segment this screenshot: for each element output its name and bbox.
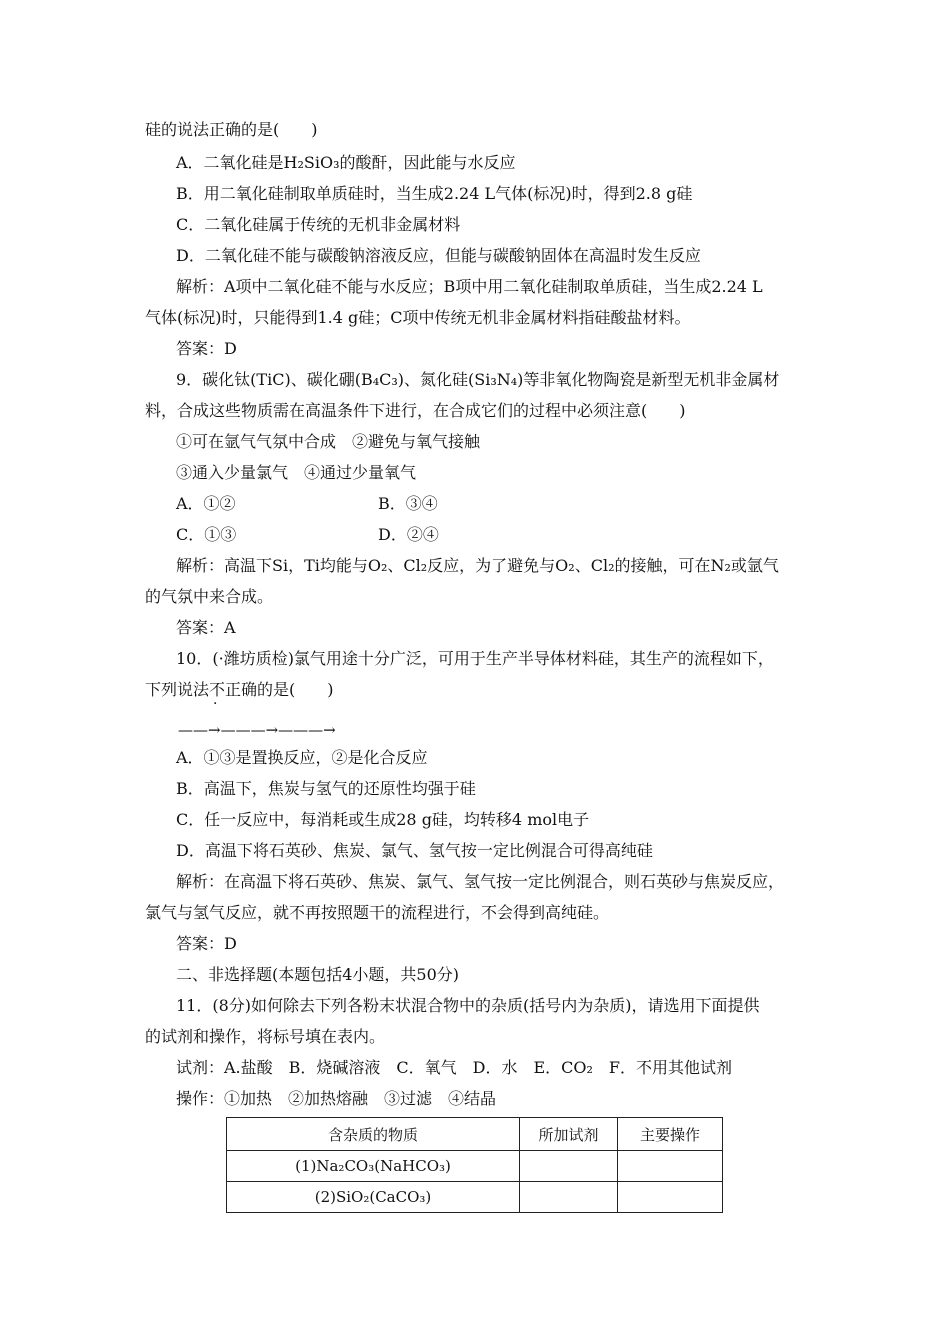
q8-option-b: B．用二氧化硅制取单质硅时，当生成2.24 L气体(标况)时，得到2.8 g硅 [176,184,693,203]
q11-stem-line2: 的试剂和操作，将标号填在表内。 [145,1027,386,1046]
table-cell-reagent[interactable] [520,1182,618,1213]
table-cell-operation[interactable] [618,1182,723,1213]
q10-stem-line1: 10．(·潍坊质检)氯气用途十分广泛，可用于生产半导体材料硅，其生产的流程如下， [176,649,774,668]
table-header: 所加试剂 [520,1118,618,1151]
q9-condition-line2: ③通入少量氯气 ④通过少量氧气 [176,463,417,482]
q9-answer: 答案：A [176,618,236,637]
q10-flow-arrows: ——→———→———→ [178,721,336,739]
table-header: 主要操作 [618,1118,723,1151]
q9-stem-line2: 料，合成这些物质需在高温条件下进行，在合成它们的过程中必须注意( ) [145,401,686,420]
q10-analysis-line1: 解析：在高温下将石英砂、焦炭、氯气、氢气按一定比例混合，则石英砂与焦炭反应， [176,872,785,891]
q9-analysis-line1: 解析：高温下Si，Ti均能与O₂、Cl₂反应，为了避免与O₂、Cl₂的接触，可在N₂或氩气 [176,556,779,575]
q8-analysis-line2: 气体(标况)时，只能得到1.4 g硅；C项中传统无机非金属材料指硅酸盐材料。 [145,308,691,327]
q10-analysis-line2: 氯气与氢气反应，就不再按照题干的流程进行，不会得到高纯硅。 [145,903,610,922]
q8-option-a: A．二氧化硅是H₂SiO₃的酸酐，因此能与水反应 [176,153,516,172]
q11-answer-table [226,1117,723,1213]
table-row [227,1182,723,1213]
table-cell-reagent[interactable] [520,1151,618,1182]
q9-option-d: D．②④ [378,525,439,544]
table-cell-operation[interactable] [618,1151,723,1182]
q10-option-d: D．高温下将石英砂、焦炭、氯气、氢气按一定比例混合可得高纯硅 [176,841,653,860]
q11-operations: 操作：①加热 ②加热熔融 ③过滤 ④结晶 [176,1089,497,1108]
q10-emphasis-not: 不 [209,680,226,699]
q9-condition-line1: ①可在氩气气氛中合成 ②避免与氧气接触 [176,432,481,451]
table-cell: (1)Na₂CO₃(NaHCO₃) [227,1151,520,1182]
table-row [227,1151,723,1182]
q8-analysis-line1: 解析：A项中二氧化硅不能与水反应；B项中用二氧化硅制取单质硅，当生成2.24 L [176,277,763,296]
q8-stem-tail: 硅的说法正确的是( ) [145,120,318,139]
q10-option-a: A．①③是置换反应，②是化合反应 [176,748,428,767]
q10-option-b: B．高温下，焦炭与氢气的还原性均强于硅 [176,779,476,798]
q9-option-a: A．①② [176,494,236,513]
q10-stem-line2 [145,680,334,700]
q9-option-c: C．①③ [176,525,237,544]
q10-stem-part: 下列说法 [145,680,210,699]
q8-option-c: C．二氧化硅属于传统的无机非金属材料 [176,215,461,234]
table-cell: (2)SiO₂(CaCO₃) [227,1182,520,1213]
q10-answer: 答案：D [176,934,237,953]
table-header: 含杂质的物质 [227,1118,520,1151]
q9-stem-line1: 9．碳化钛(TiC)、碳化硼(B₄C₃)、氮化硅(Si₃N₄)等非氧化物陶瓷是新型无机非金属材 [176,370,780,389]
q9-analysis-line2: 的气氛中来合成。 [145,587,274,606]
q9-option-b: B．③④ [378,494,438,513]
q8-answer: 答案：D [176,339,237,358]
q11-stem-line1: 11．(8分)如何除去下列各粉末状混合物中的杂质(括号内为杂质)，请选用下面提供 [176,996,760,1015]
table-header-row [227,1118,723,1151]
q8-option-d: D．二氧化硅不能与碳酸钠溶液反应，但能与碳酸钠固体在高温时发生反应 [176,246,701,265]
q11-reagents: 试剂：A.盐酸 B．烧碱溶液 C．氧气 D．水 E．CO₂ F．不用其他试剂 [176,1058,733,1077]
q10-option-c: C．任一反应中，每消耗或生成28 g硅，均转移4 mol电子 [176,810,590,829]
q10-stem-part: 正确的是( ) [225,680,334,699]
section-heading: 二、非选择题(本题包括4小题，共50分) [176,965,460,984]
